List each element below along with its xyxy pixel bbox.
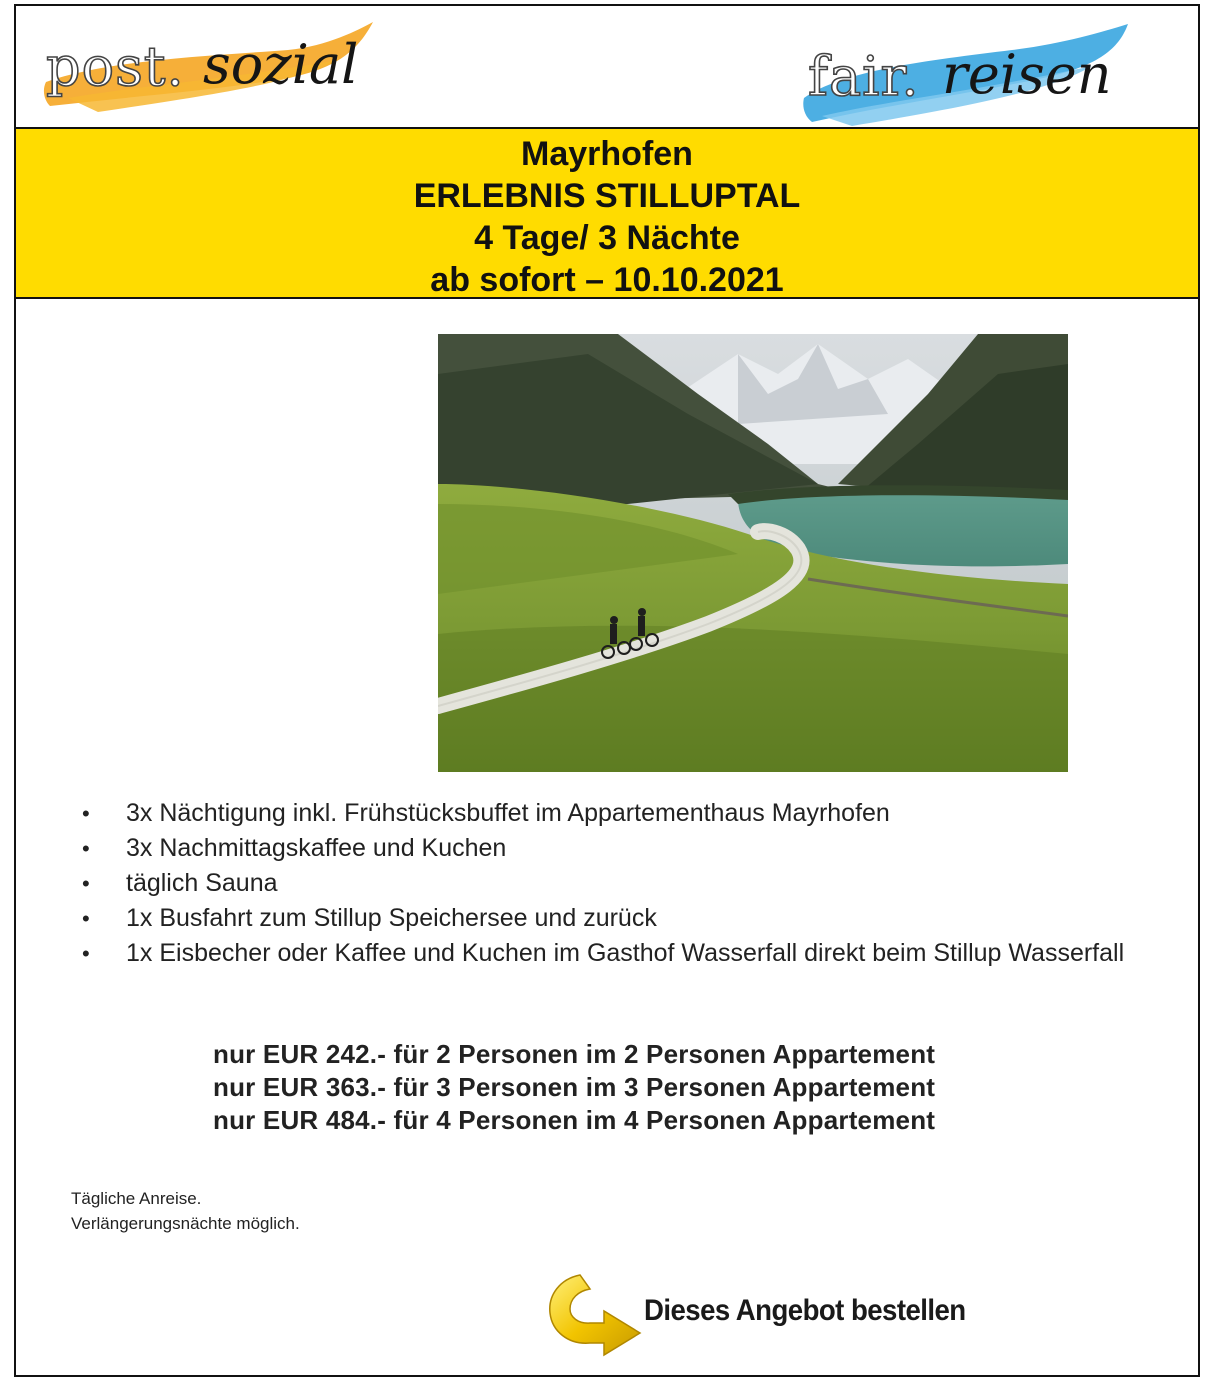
- offer-title-band: [16, 129, 1198, 299]
- feature-item: [76, 831, 1156, 866]
- bullet-icon: •: [82, 906, 90, 931]
- logo-post-text: post.: [46, 35, 185, 98]
- feature-text: 3x Nächtigung inkl. Frühstücksbuffet im Appartementhaus Mayrhofen: [126, 799, 890, 827]
- feature-item: [76, 796, 1156, 831]
- bullet-icon: •: [82, 871, 90, 896]
- logo-reisen-text: reisen: [942, 43, 1112, 106]
- price-2-persons: nur EUR 242.- für 2 Personen im 2 Personen Appartement: [213, 1039, 936, 1069]
- fair-reisen-logo: [802, 20, 1132, 130]
- offer-name: ERLEBNIS STILLUPTAL: [413, 177, 801, 215]
- price-3-persons: nur EUR 363.- für 3 Personen im 3 Personen Appartement: [213, 1072, 936, 1102]
- bullet-icon: •: [82, 801, 90, 826]
- feature-text: 3x Nachmittagskaffee und Kuchen: [126, 834, 507, 862]
- note-extension: Verlängerungsnächte möglich.: [71, 1214, 300, 1233]
- feature-item: [76, 866, 1156, 901]
- note-arrival: Tägliche Anreise.: [71, 1189, 202, 1208]
- bullet-icon: •: [82, 941, 90, 966]
- destination-title: Mayrhofen: [521, 135, 693, 173]
- post-sozial-logo: [38, 20, 378, 120]
- stilluptal-photo: [438, 334, 1068, 772]
- curved-arrow-icon: [544, 1269, 644, 1357]
- notes: [71, 1186, 300, 1236]
- price-list: [213, 1038, 935, 1137]
- logo-fair-text: fair.: [808, 45, 920, 108]
- feature-list: [76, 796, 1156, 971]
- order-button-label: Dieses Angebot bestellen: [644, 1294, 966, 1327]
- logo-bar: [16, 6, 1198, 129]
- offer-frame: [14, 4, 1200, 1377]
- bullet-icon: •: [82, 836, 90, 861]
- price-4-persons: nur EUR 484.- für 4 Personen im 4 Personen Appartement: [213, 1105, 936, 1135]
- logo-sozial-text: sozial: [203, 33, 359, 96]
- feature-text: 1x Eisbecher oder Kaffee und Kuchen im Gasthof Wasserfall direkt beim Stillup Wasserfall: [126, 939, 1125, 967]
- order-offer-button[interactable]: [544, 1269, 1024, 1359]
- feature-item: [76, 901, 1156, 936]
- offer-validity: ab sofort – 10.10.2021: [430, 261, 784, 299]
- feature-item: [76, 936, 1156, 971]
- feature-text: täglich Sauna: [126, 869, 278, 897]
- feature-text: 1x Busfahrt zum Stillup Speichersee und zurück: [126, 904, 657, 932]
- offer-duration: 4 Tage/ 3 Nächte: [474, 219, 740, 257]
